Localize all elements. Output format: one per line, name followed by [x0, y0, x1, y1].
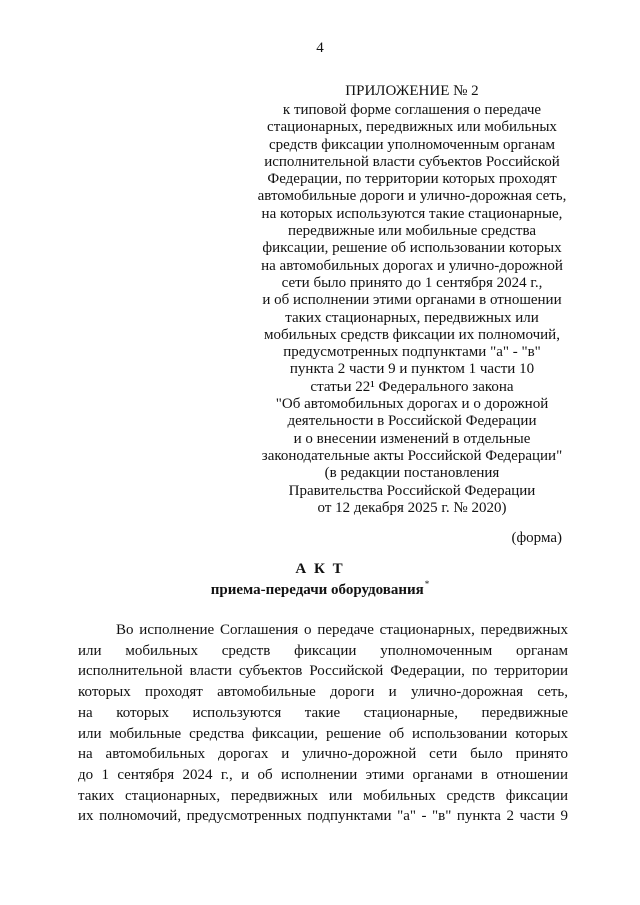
- appendix-line: деятельности в Российской Федерации: [287, 413, 537, 430]
- appendix-line: пункта 2 части 9 и пунктом 1 части 10: [289, 361, 535, 378]
- appendix-line: стационарных, передвижных или мобильных: [267, 119, 557, 136]
- appendix-line: "Об автомобильных дорогах и о дорожной: [275, 396, 549, 413]
- appendix-line: статьи 22¹ Федерального закона: [310, 378, 514, 395]
- footnote-mark: *: [424, 579, 430, 589]
- body-paragraph: [78, 620, 568, 827]
- body-line: которых проходят автомобильные дороги и улично-дорожная сеть,: [78, 684, 568, 701]
- body-line: таких стационарных, передвижных или мобильных средств фиксации: [78, 787, 568, 804]
- appendix-line: и об исполнении этими органами в отношении: [262, 292, 562, 309]
- appendix-line: мобильных средств фиксации их полномочий,: [264, 326, 560, 343]
- body-line: до 1 сентября 2024 г., и об исполнении этими органами в отношении: [78, 766, 568, 783]
- appendix-line: законодательные акты Российской Федерации": [261, 447, 563, 464]
- appendix-line: на автомобильных дорогах и улично-дорожной: [261, 257, 563, 274]
- appendix-line: Правительства Российской Федерации: [288, 482, 536, 499]
- appendix-title: ПРИЛОЖЕНИЕ № 2: [345, 83, 479, 99]
- body-line: Во исполнение Соглашения о передаче стационарных, передвижных: [116, 622, 568, 638]
- appendix-line: к типовой форме соглашения о передаче: [282, 102, 542, 118]
- appendix-line: таких стационарных, передвижных или: [285, 309, 539, 326]
- appendix-header: [232, 82, 592, 517]
- page-number: 4: [316, 40, 324, 56]
- appendix-line: сети было принято до 1 сентября 2024 г.,: [281, 274, 543, 291]
- appendix-line: и о внесении изменений в отдельные: [293, 430, 531, 447]
- body-line: или мобильных средств фиксации уполномоченным органам: [78, 642, 568, 659]
- form-label: (форма): [511, 530, 562, 546]
- act-title: А К Т: [295, 561, 345, 577]
- appendix-line: исполнительной власти субъектов Российской: [264, 153, 560, 170]
- appendix-line: автомобильные дороги и улично-дорожная сеть,: [257, 188, 567, 205]
- body-line: на автомобильных дорогах и улично-дорожной сети было принято: [78, 746, 568, 763]
- appendix-line: средств фиксации уполномоченным органам: [268, 136, 555, 153]
- appendix-line: Федерации, по территории которых проходят: [267, 171, 557, 188]
- appendix-line: предусмотренных подпунктами "а" - "в": [283, 344, 541, 361]
- act-subtitle-text: приема-передачи оборудования: [210, 582, 424, 598]
- act-subtitle: [0, 579, 640, 599]
- appendix-line: на которых используются такие стационарные,: [261, 205, 563, 222]
- appendix-line: (в редакции постановления: [324, 465, 500, 482]
- appendix-line: фиксации, решение об использовании которых: [262, 240, 562, 257]
- body-line: их полномочий, предусмотренных подпунктами "а" - "в" пункта 2 части 9: [78, 808, 568, 825]
- appendix-line: от 12 декабря 2025 г. № 2020): [317, 499, 507, 516]
- appendix-line: передвижные или мобильные средства: [287, 223, 537, 240]
- body-line: или мобильные средства фиксации, решение об использовании которых: [78, 725, 568, 742]
- body-line: на которых используются такие стационарные, передвижные: [78, 704, 568, 721]
- body-line: исполнительной власти субъектов Российской Федерации, по территории: [78, 663, 568, 680]
